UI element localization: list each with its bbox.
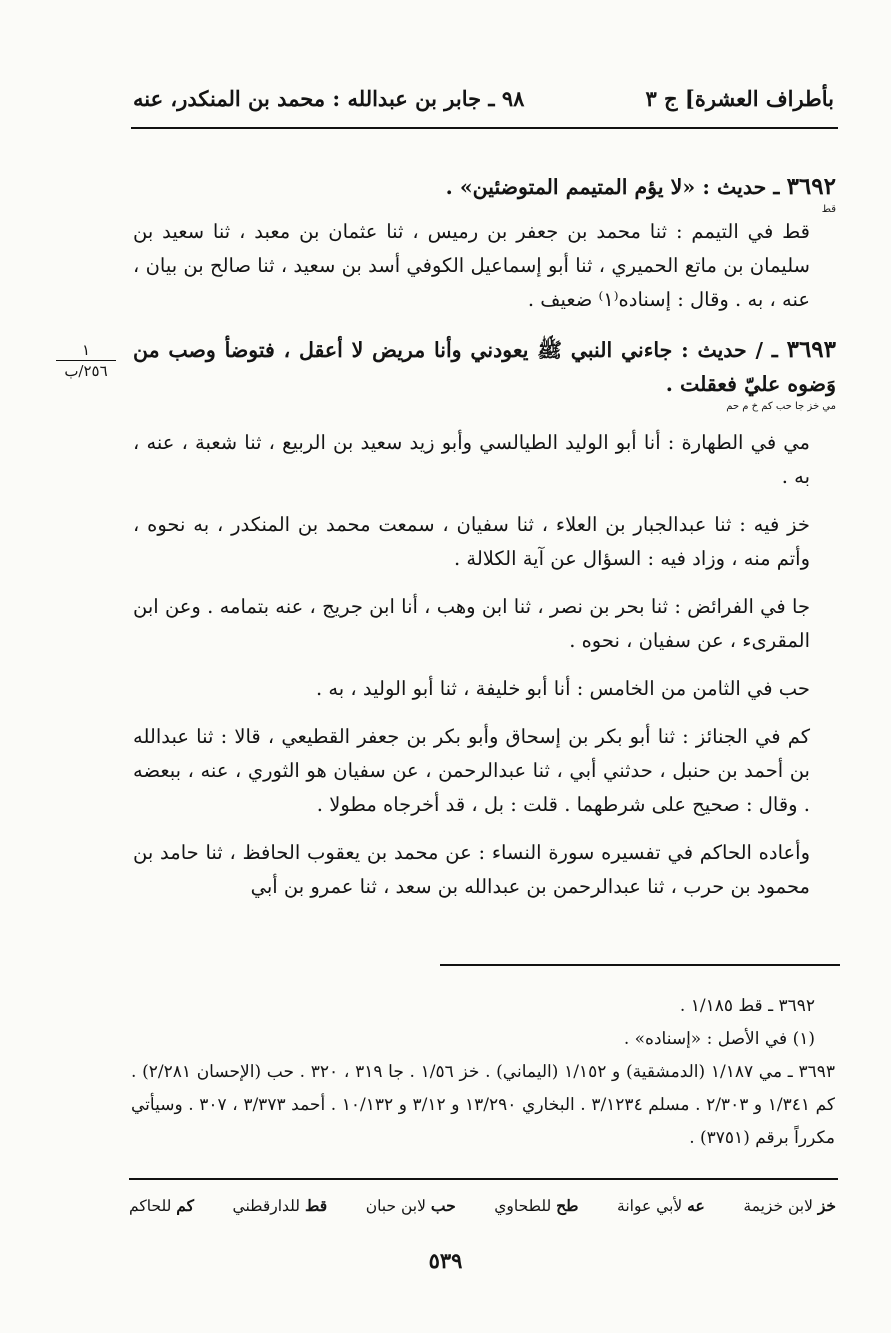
legend-rule (129, 1178, 838, 1180)
isnad-paragraph: مي في الطهارة : أنا أبو الوليد الطيالسي وأبو زيد سعيد بن الربيع ، ثنا شعبة ، عنه ، به . (133, 431, 810, 488)
footnotes (131, 990, 835, 1155)
legend-item: طح للطحاوي (494, 1196, 579, 1215)
legend-item: حب لابن حبان (365, 1196, 456, 1215)
hadith-number: ٣٦٩٢ (786, 173, 836, 200)
footnote-rule (440, 964, 840, 966)
legend-item: قط للدارقطني (232, 1196, 328, 1215)
source-sigla: قط (821, 204, 836, 215)
header-chapter: ٩٨ ـ جابر بن عبدالله : محمد بن المنكدر، عنه (133, 86, 525, 111)
hadith-heading-3692 (133, 170, 836, 204)
footnote: (١) في الأصل : «إسناده» . (623, 1029, 815, 1049)
source-sigla: مي خز جا حب كم خ م حم (726, 401, 836, 412)
isnad-paragraph: وأعاده الحاكم في تفسيره سورة النساء : عن محمد بن يعقوب الحافظ ، ثنا حامد بن محمود بن حرب ، ثنا عبدالرحمن بن عبدالله بن سعد ، ثنا عمرو بن أبي (133, 841, 810, 898)
isnad-paragraph: جا في الفرائض : ثنا بحر بن نصر ، ثنا ابن وهب ، أنا ابن جريج ، عنه بتمامه . وعن ابن المقرىء ، عن سفيان ، نحوه . (133, 595, 810, 652)
isnad-paragraph: كم في الجنائز : ثنا أبو بكر بن إسحاق وأبو بكر بن جعفر القطيعي ، قالا : ثنا عبدالله بن أحمد بن حنبل ، حدثني أبي ، ثنا عبدالرحمن ، عن سفيان هو الثوري ، عنه ، ببعضه . وقال : صحيح على شرطهما . قلت : بل ، قد أخرجاه مطولا . (133, 725, 810, 816)
page-number: ٥٣٩ (428, 1248, 463, 1273)
legend-item: كم للحاكم (129, 1196, 194, 1215)
header-volume: بأطراف العشرة] ج ٣ (645, 86, 834, 111)
margin-folio-number: ١ (56, 340, 116, 361)
isnad-paragraph: حب في الثامن من الخامس : أنا أبو خليفة ، ثنا أبو الوليد ، به . (315, 677, 810, 700)
abbreviation-legend (129, 1196, 836, 1215)
main-text (133, 170, 836, 904)
margin-folio-note (56, 340, 116, 381)
margin-folio-ref: ٢٥٦/ب (64, 362, 108, 380)
running-header (133, 86, 834, 118)
hadith-heading-text: ـ / حديث : جاءني النبي ﷺ يعودني وأنا مريض لا أعقل ، فتوضأ وصب من وَضوه عليّ فعقلت . (133, 338, 836, 396)
hadith-heading-text: ـ حديث : «لا يؤم المتيمم المتوضئين» . (445, 175, 780, 199)
hadith-number: ٣٦٩٣ (786, 336, 837, 363)
legend-item: عه لأبي عوانة (617, 1196, 705, 1215)
footnote: ٣٦٩٣ ـ مي ١/١٨٧ (الدمشقية) و ١/١٥٢ (اليماني) . خز ١/٥٦ . جا ٣١٩ ، ٣٢٠ . حب (الإحسان ٢/٢٨١) . كم ١/٣٤١ و ٢/٣٠٣ . مسلم ٣/١٢٣٤ . البخاري ١٣/٢٩٠ و ٣/١٢ و ١٠/١٣٢ . أحمد ٣/٣٧٣ ، ٣٠٧ . وسيأتي مكرراً برقم (٣٧٥١) . (131, 1062, 835, 1148)
header-rule (131, 127, 838, 129)
isnad-paragraph: خز فيه : ثنا عبدالجبار بن العلاء ، ثنا سفيان ، سمعت محمد بن المنكدر ، به نحوه ، وأتم منه ، وزاد فيه : السؤال عن آية الكلالة . (133, 513, 810, 570)
footnote: ٣٦٩٢ ـ قط ١/١٨٥ . (679, 996, 815, 1016)
isnad-paragraph: قط في التيمم : ثنا محمد بن جعفر بن رميس ، ثنا عثمان بن معبد ، ثنا سعيد بن سليمان بن ماتع الحميري ، ثنا أبو إسماعيل الكوفي أسد بن سعيد ، ثنا صالح بن بيان ، عنه ، به . وقال : إسناده⁽١⁾ ضعيف . (133, 220, 810, 311)
hadith-heading-3693 (133, 333, 836, 401)
legend-item: خز لابن خزيمة (743, 1196, 836, 1215)
